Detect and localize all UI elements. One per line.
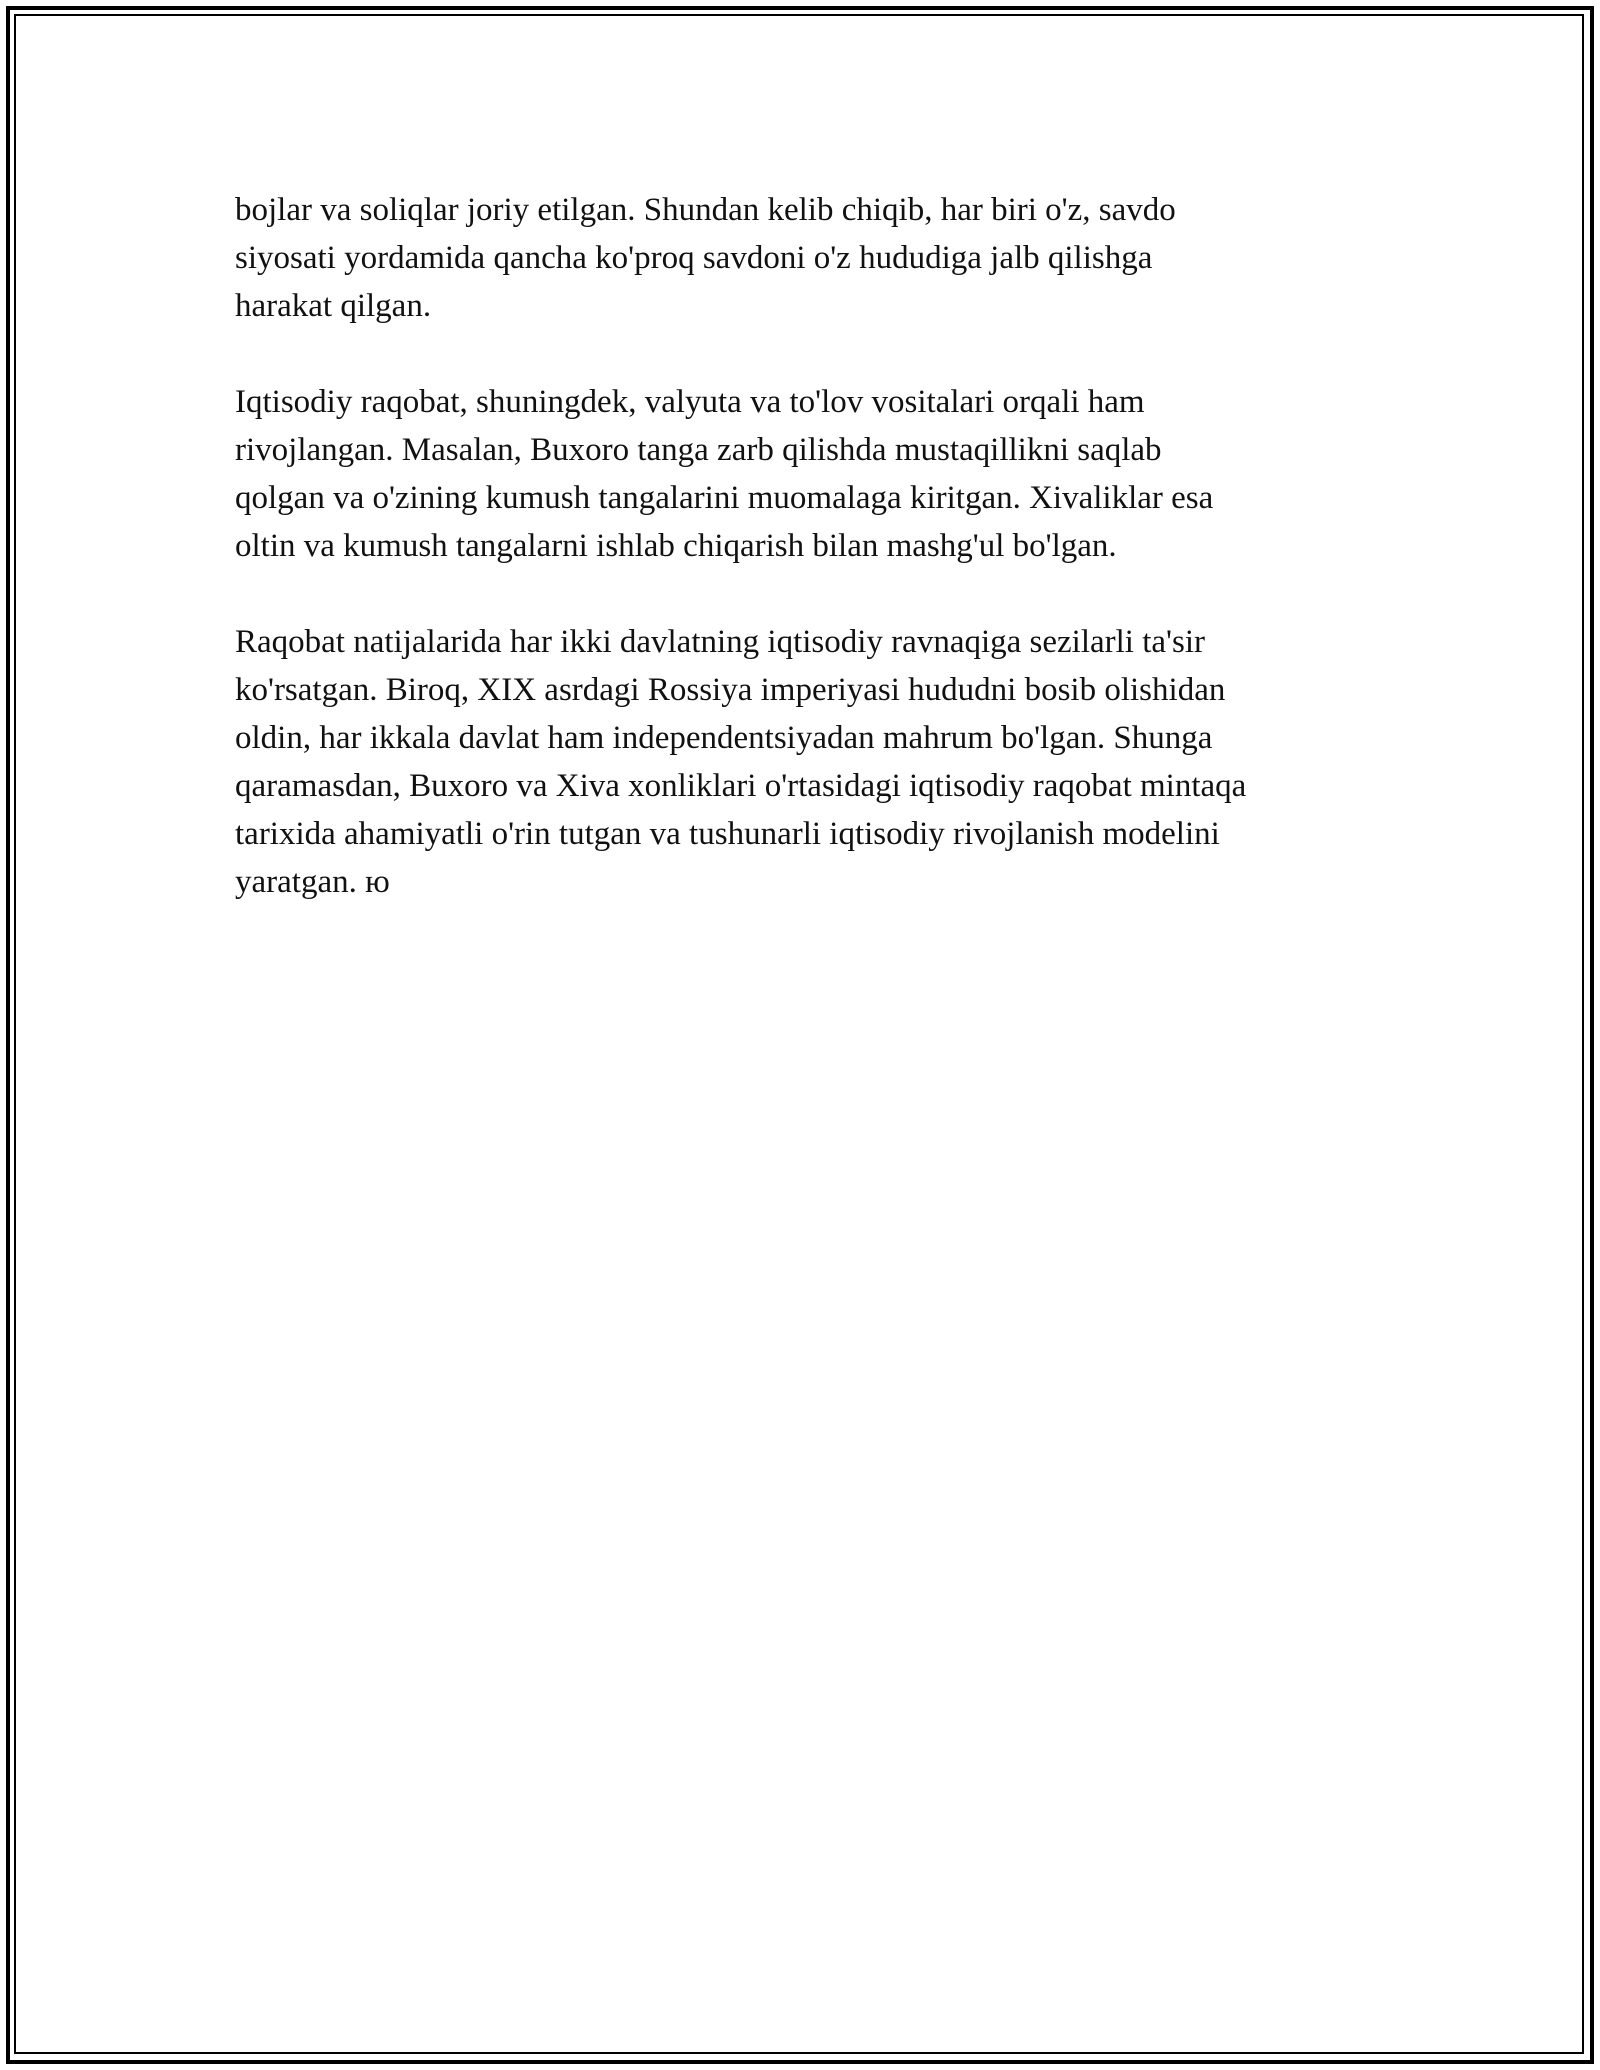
document-body [235, 186, 1395, 954]
text-line: bojlar va soliqlar joriy etilgan. Shundan kelib chiqib, har biri o'z, savdo [235, 192, 1176, 228]
text-line: ko'rsatgan. Biroq, XIX asrdagi Rossiya imperiyasi hududni bosib olishidan [235, 672, 1226, 708]
text-line: harakat qilgan. [235, 288, 432, 324]
text-line: oldin, har ikkala davlat ham independentsiyadan mahrum bo'lgan. Shunga [235, 720, 1213, 756]
text-line: oltin va kumush tangalarni ishlab chiqarish bilan mashg'ul bo'lgan. [235, 528, 1117, 564]
paragraph-3 [235, 618, 1395, 906]
text-line: yaratgan. ю [235, 864, 390, 900]
text-line: Iqtisodiy raqobat, shuningdek, valyuta va to'lov vositalari orqali ham [235, 384, 1145, 420]
paragraph-2 [235, 378, 1395, 570]
text-line: qolgan va o'zining kumush tangalarini muomalaga kiritgan. Xivaliklar esa [235, 480, 1214, 516]
paragraph-1 [235, 186, 1395, 330]
text-line: qaramasdan, Buxoro va Xiva xonliklari o'rtasidagi iqtisodiy raqobat mintaqa [235, 768, 1247, 804]
text-line: rivojlangan. Masalan, Buxoro tanga zarb qilishda mustaqillikni saqlab [235, 432, 1162, 468]
text-line: Raqobat natijalarida har ikki davlatning iqtisodiy ravnaqiga sezilarli ta'sir [235, 624, 1205, 660]
text-line: tarixida ahamiyatli o'rin tutgan va tushunarli iqtisodiy rivojlanish modelini [235, 816, 1220, 852]
text-line: siyosati yordamida qancha ko'proq savdoni o'z hududiga jalb qilishga [235, 240, 1153, 276]
